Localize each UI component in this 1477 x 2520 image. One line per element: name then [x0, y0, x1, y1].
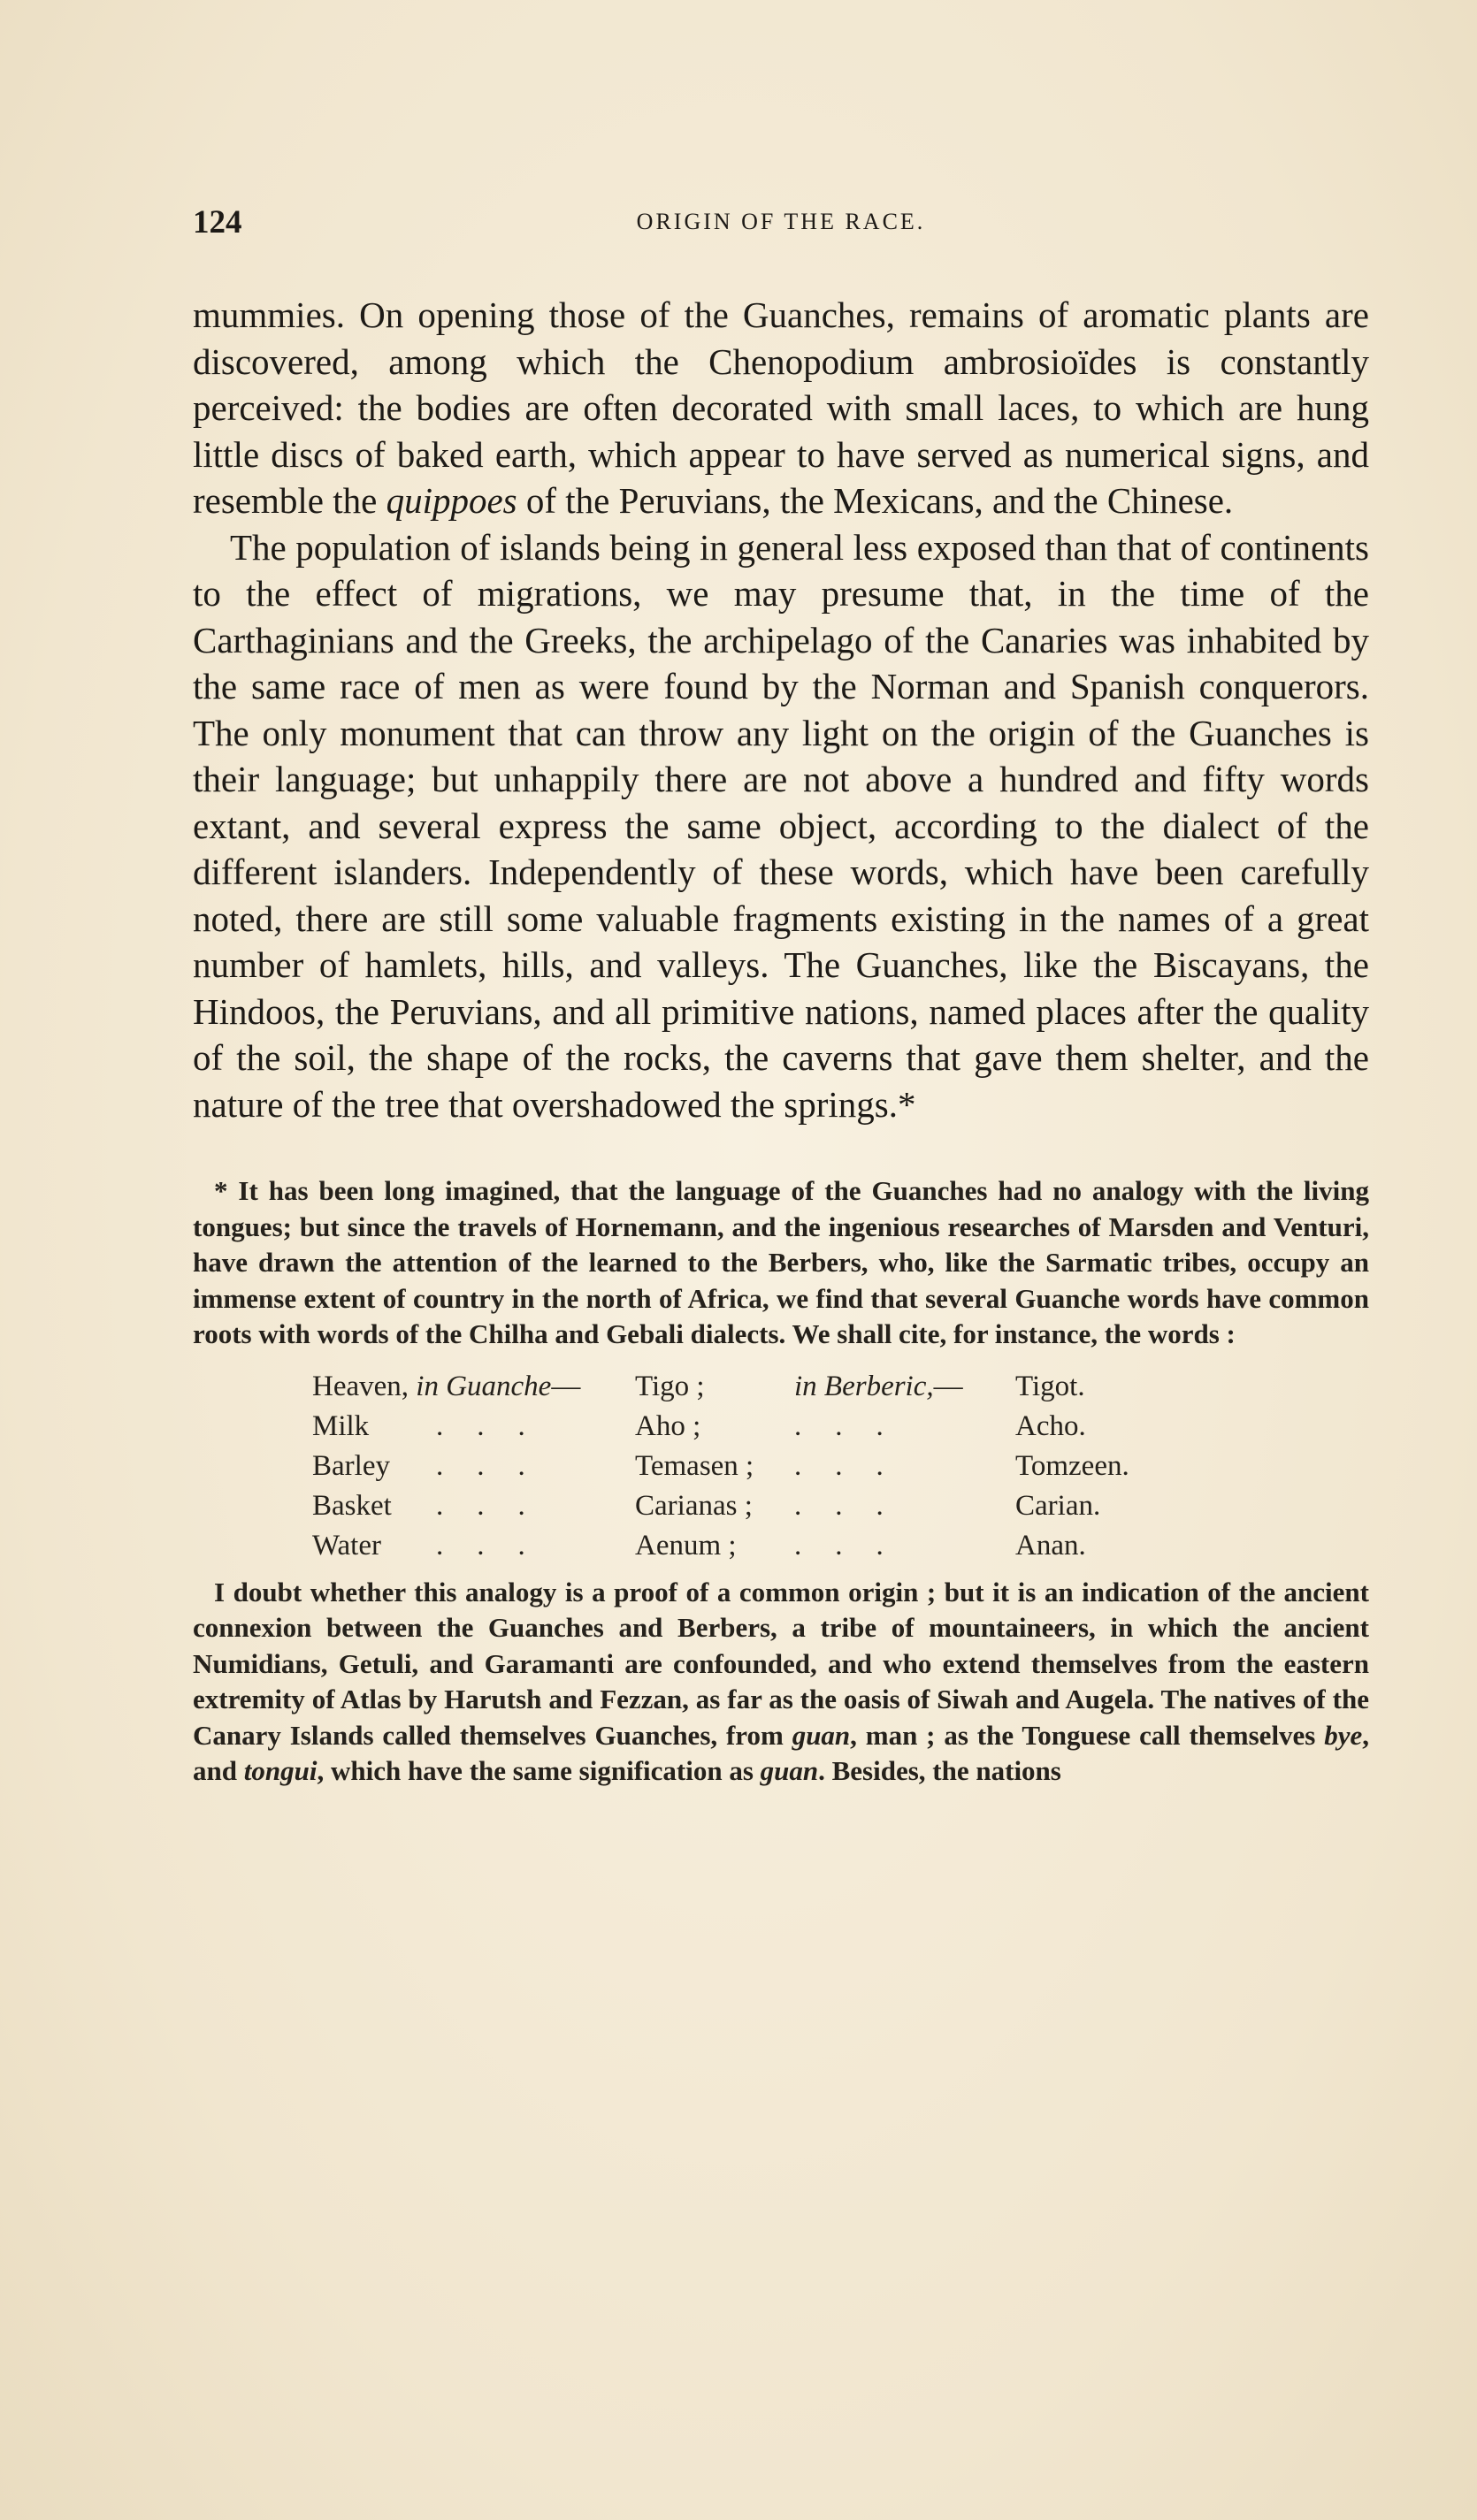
running-title: ORIGIN OF THE RACE. — [636, 209, 926, 234]
cell-english — [312, 1526, 635, 1566]
cell-english — [312, 1367, 635, 1407]
leader-dots: ... — [436, 1409, 559, 1442]
english-word: Barley — [312, 1449, 390, 1482]
cell-english — [312, 1486, 635, 1526]
guanche-word: Aho ; — [635, 1409, 701, 1442]
italic-term: tongui — [243, 1755, 318, 1786]
leader-dots: ... — [794, 1529, 917, 1562]
text-span: of the Peruvians, the Mexicans, and the Chinese. — [517, 480, 1234, 521]
text-span: , and — [193, 1719, 1370, 1786]
word-comparison-table — [312, 1367, 1369, 1566]
table-row — [312, 1407, 1369, 1447]
berberic-word: Acho. — [1015, 1409, 1086, 1442]
text-span: I doubt whether this analogy is a proof of a common origin ; but it is an indication of the ancient connexion between the Guanches and Berbers, a tribe of mountaineers, in which the ancient Numidians, Getuli, and Garamanti are confounded, and who extend themselves from the eastern extremity of Atlas by Harutsh and Fezzan, as far as the oasis of Siwah and Augela. The natives of the Canary Islands called themselves Guanches, from — [193, 1576, 1369, 1751]
table-row — [312, 1486, 1369, 1526]
footnote — [193, 1173, 1369, 1790]
in-guanche-label: in Guanche — [416, 1370, 552, 1402]
table-row — [312, 1526, 1369, 1566]
guanche-word: Tigo ; — [635, 1370, 705, 1402]
table-row — [312, 1447, 1369, 1486]
english-word: Milk — [312, 1409, 370, 1442]
book-page — [193, 203, 1369, 1790]
footnote-paragraph-2 — [193, 1575, 1369, 1790]
berberic-word: Anan. — [1015, 1529, 1086, 1562]
english-word: Water — [312, 1529, 381, 1562]
leader-dots: ... — [794, 1489, 917, 1522]
italic-term: guan — [760, 1755, 819, 1786]
berberic-word: Tomzeen. — [1015, 1449, 1129, 1482]
dash: — — [933, 1370, 963, 1402]
english-word: Heaven, — [312, 1370, 409, 1402]
leader-dots: ... — [436, 1449, 559, 1482]
guanche-word: Carianas ; — [635, 1489, 753, 1522]
paragraph-2: The population of islands being in general less exposed than that of continents to the effect of migrations, we may presume that, in the time of the Carthaginians and the Greeks, the archipelago of the Canaries was inhabited by the same race of men as were found by the Norman and Spanish conquerors. The only monument that can throw any light on the origin of the Guanches is their language; but unhappily there are not above a hundred and fifty words extant, and several express the same object, according to the dialect of the different islanders. Independently of these words, which have been carefully noted, there are still some valuable fragments existing in the names of a great number of hamlets, hills, and valleys. The Guanches, like the Biscayans, the Hindoos, the Peruvians, and all primitive nations, named places after the quality of the soil, the shape of the rocks, the caverns that gave them shelter, and the nature of the tree that overshadowed the springs.* — [193, 526, 1369, 1125]
english-word: Basket — [312, 1489, 392, 1522]
leader-dots: ... — [794, 1449, 917, 1482]
cell-english — [312, 1407, 635, 1447]
italic-term: bye — [1324, 1719, 1363, 1751]
in-berberic-label: in Berberic, — [794, 1370, 934, 1402]
berberic-word: Carian. — [1015, 1489, 1101, 1522]
leader-dots: ... — [436, 1489, 559, 1522]
text-span: , man ; as the Tonguese call themselves — [850, 1719, 1325, 1751]
berberic-word: Tigot. — [1015, 1370, 1085, 1402]
italic-term: quippoes — [386, 480, 517, 521]
page-number: 124 — [193, 204, 242, 241]
dash: — — [551, 1370, 581, 1402]
paragraph-1 — [193, 292, 1369, 524]
italic-term: guan — [792, 1719, 851, 1751]
page-header — [193, 203, 1369, 256]
cell-english — [312, 1447, 635, 1486]
guanche-word: Temasen ; — [635, 1449, 754, 1482]
text-span: mummies. On opening those of the Guanches, remains of aromatic plants are discovered, among which the Chenopodium ambrosioïdes is constantly perceived: the bodies are often decorated with small laces, to which are hung little discs of baked earth, which appear to have served as numerical signs, and resemble the — [193, 294, 1369, 521]
table-row — [312, 1367, 1369, 1407]
main-text — [193, 292, 1369, 1127]
guanche-word: Aenum ; — [635, 1529, 737, 1562]
text-span: . Besides, the nations — [818, 1755, 1061, 1786]
leader-dots: ... — [436, 1529, 559, 1562]
text-span: , which have the same signification as — [317, 1755, 761, 1786]
leader-dots: ... — [794, 1409, 917, 1442]
cell-berberic-label — [794, 1367, 1015, 1407]
footnote-intro: * It has been long imagined, that the language of the Guanches had no analogy with the living tongues; but since the travels of Hornemann, and the ingenious researches of Marsden and Venturi, have drawn the attention of the learned to the Berbers, who, like the Sarmatic tribes, occupy an immense extent of country in the north of Africa, we find that several Guanche words have common roots with words of the Chilha and Gebali dialects. We shall cite, for instance, the words : — [193, 1175, 1369, 1349]
